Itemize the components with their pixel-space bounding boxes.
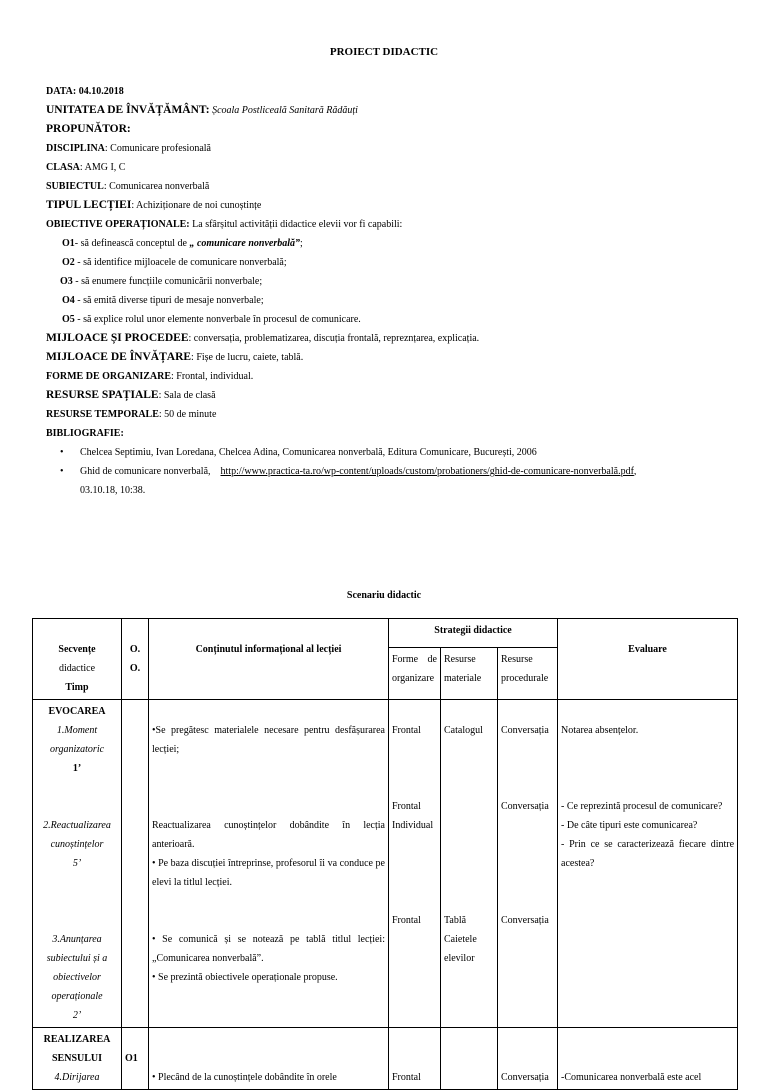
objective-o5: O5 - să explice rolul unor elemente nonverbale în procesul de comunicare. bbox=[62, 314, 361, 325]
resurse-procedurale-cell: Conversația bbox=[498, 1028, 558, 1090]
table-row bbox=[33, 1028, 738, 1090]
field-mijloace-invatare: MIJLOACE DE ÎNVĂȚARE: Fișe de lucru, caiete, tablă. bbox=[46, 351, 304, 363]
forme-cell: Frontal bbox=[389, 1028, 441, 1090]
resurse-procedurale-cell: Conversația Conversația Conversația bbox=[498, 700, 558, 1028]
field-propunator: PROPUNĂTOR: bbox=[46, 123, 131, 135]
bibliography-link[interactable]: http://www.practica-ta.ro/wp-content/uploads/custom/probationers/ghid-de-comunicare-nonverbală.pdf bbox=[220, 466, 634, 477]
field-tipul: TIPUL LECȚIEI: Achiziționare de noi cunoștințe bbox=[46, 199, 262, 211]
header-strategii: Strategii didactice bbox=[389, 619, 558, 648]
field-unitatea: UNITATEA DE ÎNVĂȚĂMÂNT: Școala Postliceală Sanitară Rădăuți bbox=[46, 104, 358, 116]
field-mijloace-procedee: MIJLOACE ȘI PROCEDEE: conversația, problematizarea, discuția frontală, repreznțarea, explicația. bbox=[46, 332, 480, 344]
oo-cell bbox=[122, 700, 149, 1028]
objective-o2: O2 - să identifice mijloacele de comunicare nonverbală; bbox=[62, 257, 287, 268]
field-resurse-spatiale: RESURSE SPAȚIALE: Sala de clasă bbox=[46, 389, 216, 401]
sequence-cell: EVOCAREA 1.Moment organizatoric 1’ 2.Reactualizarea cunoștințelor 5’ 3.Anunțarea subiectului și a obiectivelor operaționale 2’ bbox=[33, 700, 122, 1028]
objective-o4: O4 - să emită diverse tipuri de mesaje nonverbale; bbox=[62, 295, 264, 306]
field-forme: FORME DE ORGANIZARE: Frontal, individual. bbox=[46, 371, 254, 382]
table-row bbox=[33, 700, 738, 1028]
header-continut: Conținutul informațional al lecției bbox=[149, 619, 389, 700]
resurse-materiale-cell bbox=[441, 1028, 498, 1090]
field-bibliografie: BIBLIOGRAFIE: bbox=[46, 428, 124, 439]
field-data: DATA: 04.10.2018 bbox=[46, 86, 124, 97]
content-cell: •Se pregătesc materialele necesare pentru desfășurarea lecției; Reactualizarea cunoștințelor dobândite în lecția anterioară. • Pe baza discuției întreprinse, profesorul îi va conduce pe elevi la titlul lecției. • Se comunică și se notează pe tablă titlul lecției: „Comunicarea nonverbală”. • Se prezintă obiectivele operaționale propuse. bbox=[149, 700, 389, 1028]
bibliography-item: • Chelcea Septimiu, Ivan Loredana, Chelcea Adina, Comunicarea nonverbală, Editura Comunicare, București, 2006 bbox=[46, 443, 736, 462]
objective-o3: O3 - să enumere funcțiile comunicării nonverbale; bbox=[60, 276, 263, 287]
objective-o1: O1- să definească conceptul de „ comunicare nonverbală”; bbox=[62, 238, 303, 249]
scenario-title: Scenariu didactic bbox=[346, 590, 422, 601]
field-resurse-temporale: RESURSE TEMPORALE: 50 de minute bbox=[46, 409, 217, 420]
content-cell: • Plecând de la cunoștințele dobândite în orele bbox=[149, 1028, 389, 1090]
sequence-cell: REALIZAREA SENSULUI 4.Dirijarea bbox=[33, 1028, 122, 1090]
header-resurse-procedurale: Resurse procedurale bbox=[498, 648, 558, 700]
oo-cell: O1 bbox=[122, 1028, 149, 1090]
evaluare-cell: -Comunicarea nonverbală este acel bbox=[558, 1028, 738, 1090]
field-clasa: CLASA: AMG I, C bbox=[46, 162, 126, 173]
resurse-materiale-cell: Catalogul Tablă Caietele elevilor bbox=[441, 700, 498, 1028]
project-fields bbox=[46, 82, 736, 500]
header-secvente: Secvențe didactice Timp bbox=[33, 619, 122, 700]
field-subiectul: SUBIECTUL: Comunicarea nonverbală bbox=[46, 181, 210, 192]
field-disciplina: DISCIPLINA: Comunicare profesională bbox=[46, 143, 211, 154]
header-forme: Forme de organizare bbox=[389, 648, 441, 700]
header-resurse-materiale: Resurse materiale bbox=[441, 648, 498, 700]
bibliography-item: • Ghid de comunicare nonverbală, http://www.practica-ta.ro/wp-content/uploads/custom/probationers/ghid-de-comunicare-nonverbală.pdf, 03.10.18, 10:38. bbox=[46, 462, 736, 500]
header-oo: O. O. bbox=[122, 619, 149, 700]
document-title: PROIECT DIDACTIC bbox=[329, 46, 439, 58]
evaluare-cell: Notarea absențelor. - Ce reprezintă procesul de comunicare? - De câte tipuri este comunicarea? - Prin ce se caracterizează fiecare dintre acestea? bbox=[558, 700, 738, 1028]
scenario-table bbox=[32, 618, 738, 1090]
header-evaluare: Evaluare bbox=[558, 619, 738, 700]
field-obiective: OBIECTIVE OPERAȚIONALE: La sfârșitul activității didactice elevii vor fi capabili: bbox=[46, 219, 403, 230]
forme-cell: Frontal Frontal Individual Frontal bbox=[389, 700, 441, 1028]
